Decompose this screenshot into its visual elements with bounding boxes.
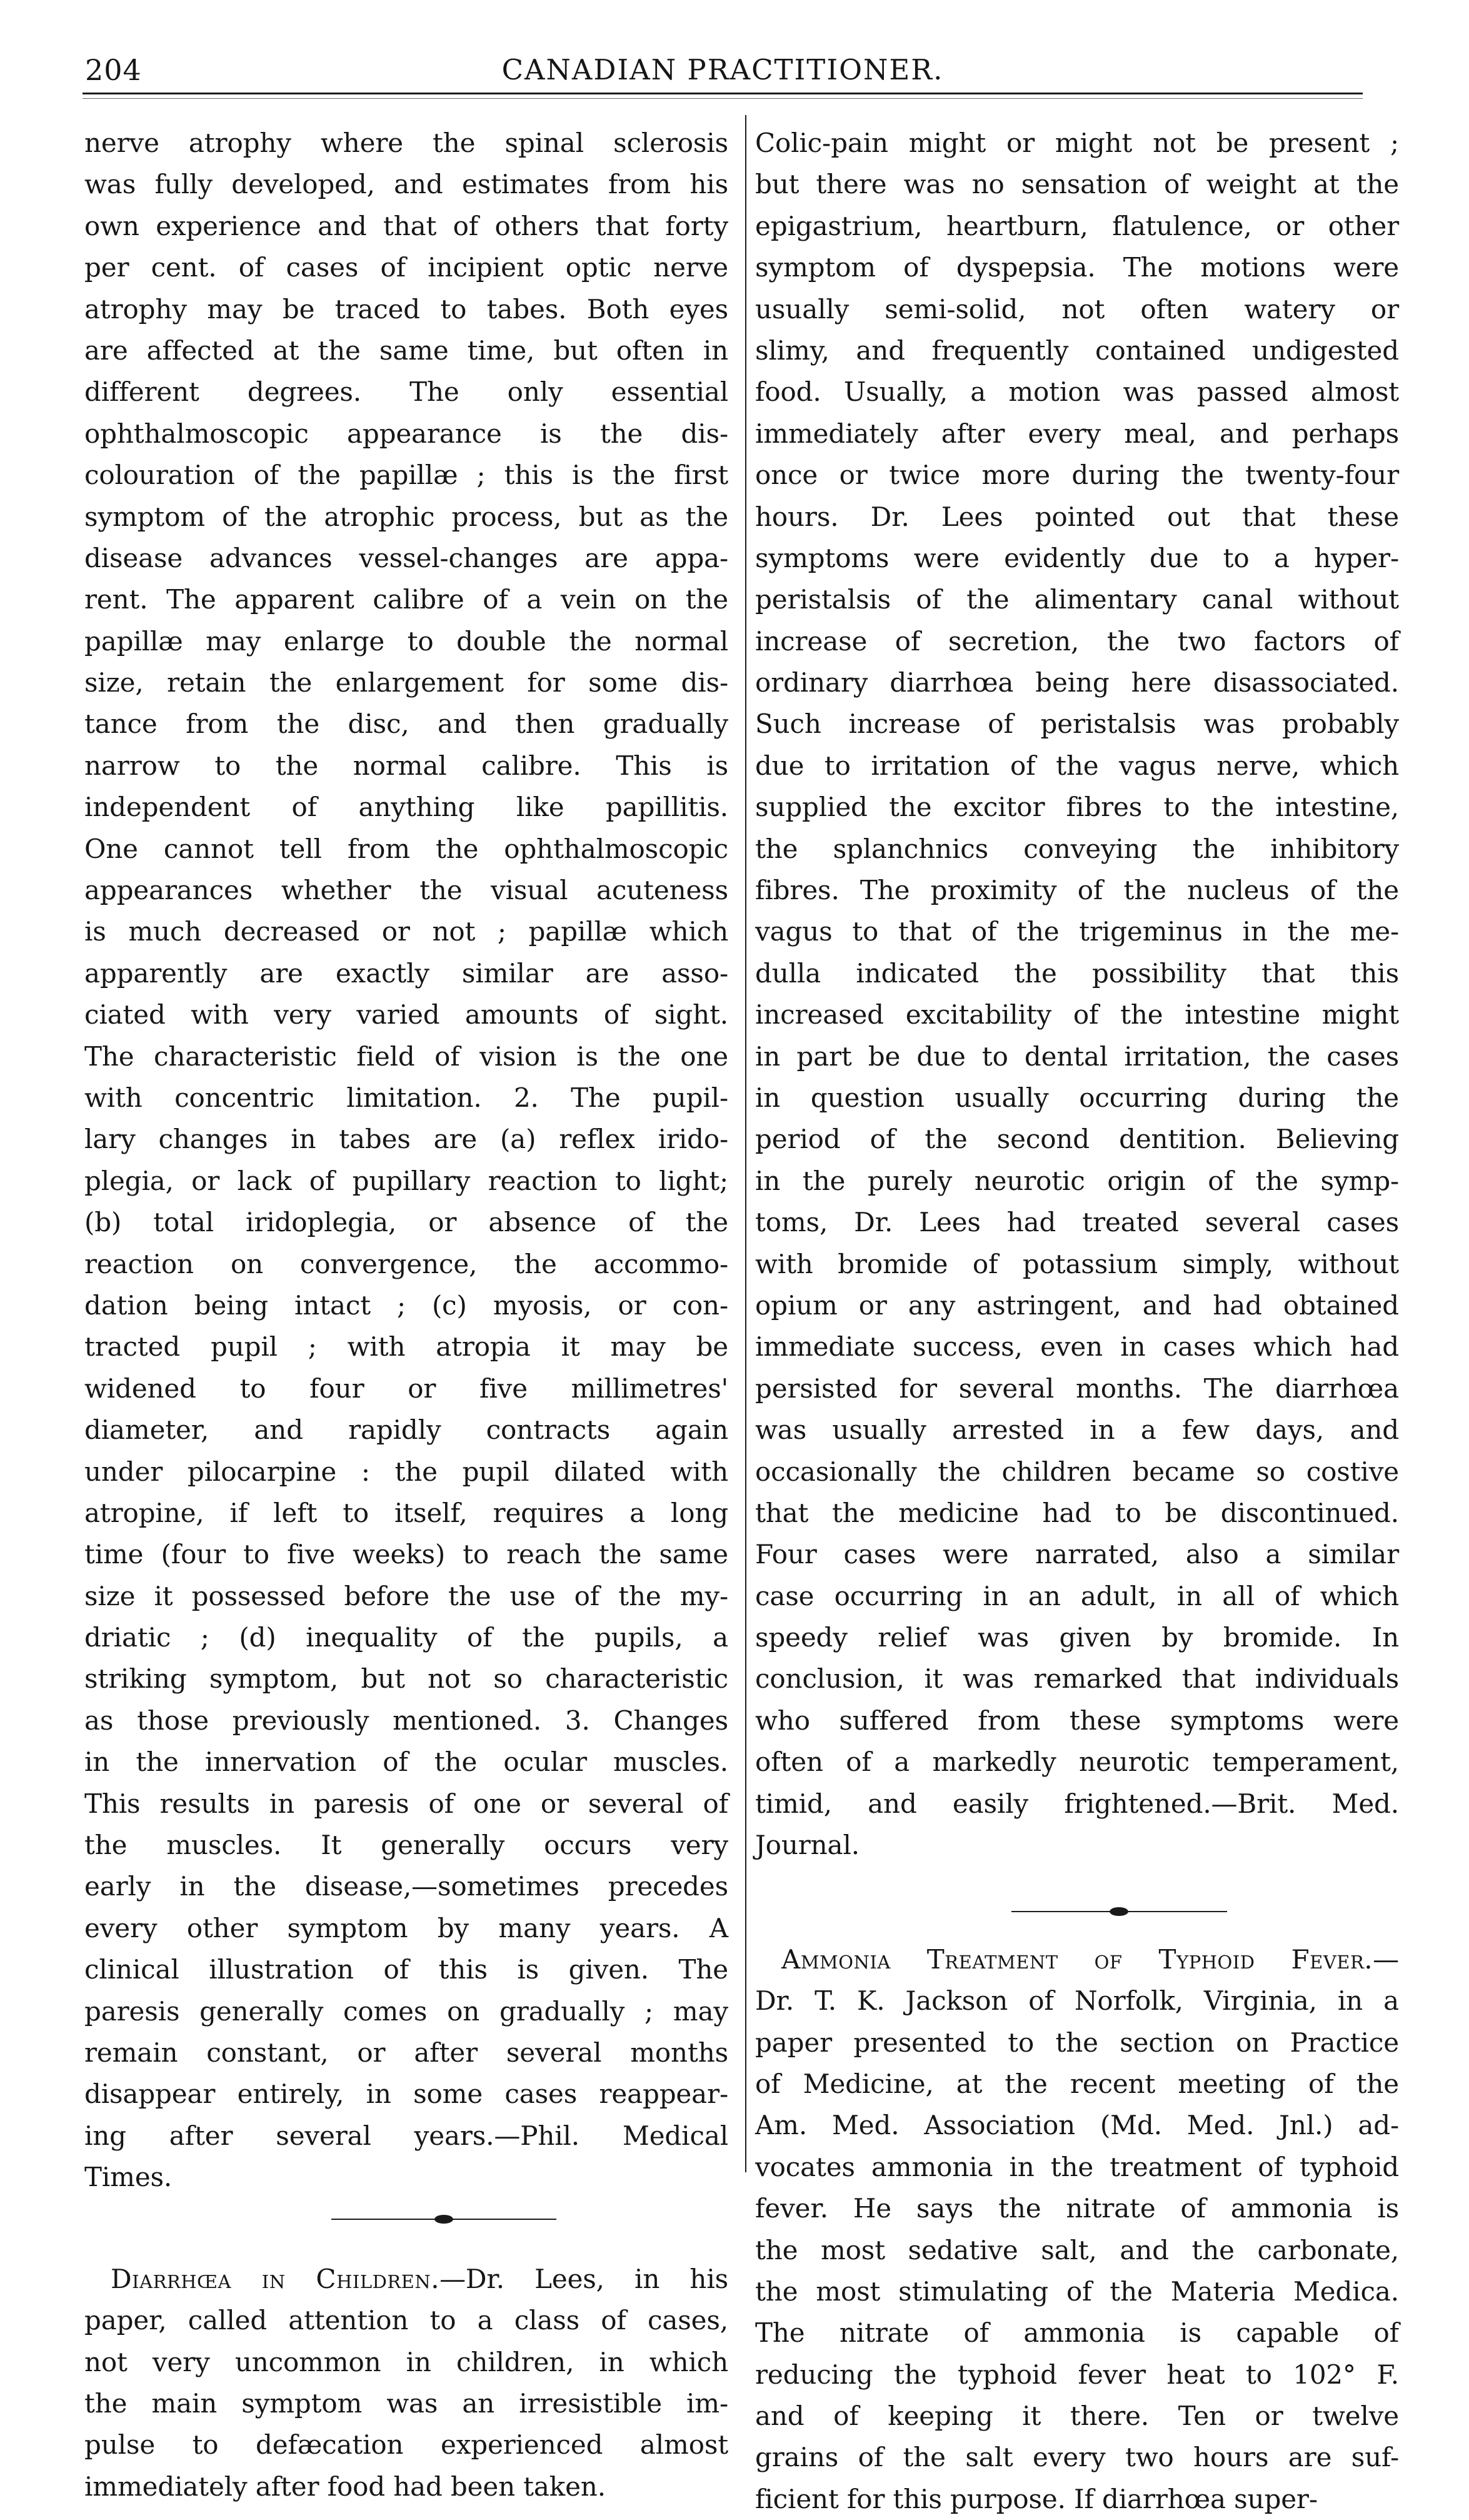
paragraph-line: ordinary diarrhœa being here disassociated. — [755, 667, 1399, 698]
paragraph-line: immediately after food had been taken. — [84, 2471, 606, 2502]
paragraph-line: independent of anything like papillitis. — [84, 792, 728, 823]
paragraph-line: with bromide of potassium simply, without — [755, 1248, 1399, 1279]
paragraph-line: clinical illustration of this is given. The — [84, 1954, 728, 1985]
left-column — [84, 123, 729, 2502]
page-header — [83, 53, 1363, 88]
paragraph-line: vocates ammonia in the treatment of typhoid — [755, 2151, 1399, 2182]
section-divider — [84, 2199, 728, 2240]
paragraph-line: The nitrate of ammonia is capable of — [755, 2317, 1399, 2349]
paragraph-line: epigastrium, heartburn, flatulence, or other — [755, 210, 1399, 241]
paragraph-line: tance from the disc, and then gradually — [84, 708, 728, 740]
paragraph-line: conclusion, it was remarked that individuals — [755, 1663, 1399, 1695]
paragraph-line: food. Usually, a motion was passed almost — [755, 376, 1399, 408]
article-heading-line — [84, 2259, 728, 2300]
paragraph-line: grains of the salt every two hours are suf- — [755, 2442, 1399, 2473]
paragraph-line: that the medicine had to be discontinued. — [755, 1497, 1399, 1528]
paragraph-line: fibres. The proximity of the nucleus of the — [755, 875, 1399, 906]
paragraph-line: size, retain the enlargement for some dis- — [84, 667, 728, 698]
paragraph-line: The characteristic field of vision is the one — [84, 1041, 728, 1072]
paragraph-line: papillæ may enlarge to double the normal — [84, 625, 728, 657]
paragraph-line: (b) total iridoplegia, or absence of the — [84, 1207, 728, 1238]
paragraph-line: disappear entirely, in some cases reappear- — [84, 2079, 728, 2110]
paragraph-line: symptom of the atrophic process, but as the — [84, 501, 728, 532]
right-column — [755, 123, 1399, 2514]
paragraph-line: vagus to that of the trigeminus in the me- — [755, 916, 1399, 947]
paragraph-line: was usually arrested in a few days, and — [755, 1414, 1399, 1446]
paragraph-line: widened to four or five millimetres' — [84, 1373, 728, 1404]
page-number: 204 — [85, 53, 142, 87]
paragraph-line: Four cases were narrated, also a similar — [755, 1539, 1399, 1570]
paragraph-line: increased excitability of the intestine might — [755, 999, 1399, 1031]
paragraph-line: immediately after every meal, and perhaps — [755, 418, 1399, 449]
paragraph-line: diameter, and rapidly contracts again — [84, 1414, 728, 1446]
paragraph-line: is much decreased or not ; papillæ which — [84, 916, 728, 947]
paragraph-line: opium or any astringent, and had obtained — [755, 1289, 1399, 1321]
paragraph-line: colouration of the papillæ ; this is the first — [84, 460, 728, 491]
paragraph-line: plegia, or lack of pupillary reaction to light; — [84, 1165, 728, 1196]
paragraph-line: the main symptom was an irresistible im- — [84, 2388, 728, 2419]
article-diarrhoea-in-children — [84, 2259, 728, 2507]
article-heading-line — [755, 1939, 1399, 1980]
paragraph-line: the splanchnics conveying the inhibitory — [755, 833, 1399, 864]
running-title: CANADIAN PRACTITIONER. — [501, 53, 944, 86]
paragraph-line: ficient for this purpose. If diarrhœa super- — [755, 2483, 1318, 2514]
paragraph-line: rent. The apparent calibre of a vein on the — [84, 584, 728, 615]
paragraph-line: of Medicine, at the recent meeting of the — [755, 2068, 1399, 2099]
paragraph-line: with concentric limitation. 2. The pupil- — [84, 1082, 728, 1113]
paragraph-line: — — [1373, 1943, 1399, 1975]
article-ammonia-typhoid — [755, 1939, 1399, 2520]
column-divider — [745, 115, 746, 2172]
paragraph-line: increase of secretion, the two factors of — [755, 625, 1399, 657]
paragraph-line: dulla indicated the possibility that this — [755, 957, 1399, 989]
section-gap — [755, 1933, 1399, 1939]
paragraph-line: Times. — [84, 2162, 173, 2193]
paragraph-line: as those previously mentioned. 3. Changes — [84, 1705, 728, 1736]
article-heading: Ammonia Treatment of Typhoid Fever. — [781, 1943, 1373, 1975]
section-gap — [755, 1866, 1399, 1891]
paragraph-line: period of the second dentition. Believing — [755, 1124, 1399, 1155]
paragraph-line: reducing the typhoid fever heat to 102° F. — [755, 2359, 1399, 2390]
paragraph-line: atrophy may be traced to tabes. Both eyes — [84, 293, 728, 325]
paragraph-line: due to irritation of the vagus nerve, which — [755, 750, 1399, 781]
paragraph-line: immediate success, even in cases which had — [755, 1331, 1399, 1363]
paragraph-line: symptom of dyspepsia. The motions were — [755, 252, 1399, 283]
paragraph-line: apparently are exactly similar are asso- — [84, 957, 728, 989]
paragraph-line: was fully developed, and estimates from his — [84, 169, 728, 200]
paragraph-line: Dr. T. K. Jackson of Norfolk, Virginia, in a — [755, 1985, 1399, 2017]
section-divider — [755, 1891, 1399, 1932]
paragraph-line: paper, called attention to a class of cases, — [84, 2305, 728, 2336]
header-rule — [83, 93, 1363, 99]
paragraph-line: supplied the excitor fibres to the intestine, — [755, 792, 1399, 823]
paragraph-line: case occurring in an adult, in all of which — [755, 1580, 1399, 1611]
divider-ornament — [434, 2215, 453, 2224]
article-optic-atrophy — [84, 123, 728, 2199]
paragraph-line: under pilocarpine : the pupil dilated with — [84, 1456, 728, 1487]
paragraph-line: tracted pupil ; with atropia it may be — [84, 1331, 728, 1363]
paragraph-line: appearances whether the visual acuteness — [84, 875, 728, 906]
divider-ornament — [1110, 1907, 1128, 1916]
paragraph-line: narrow to the normal calibre. This is — [84, 750, 728, 781]
paragraph-line: early in the disease,—sometimes precedes — [84, 1871, 728, 1902]
paragraph-line: hours. Dr. Lees pointed out that these — [755, 501, 1399, 532]
paragraph-line: reaction on convergence, the accommo- — [84, 1248, 728, 1279]
paragraph-line: remain constant, or after several months — [84, 2037, 728, 2068]
article-heading: Diarrhœa in Children. — [111, 2263, 440, 2294]
paragraph-line: timid, and easily frightened.—Brit. Med. — [755, 1788, 1399, 1819]
paragraph-line: often of a markedly neurotic temperament, — [755, 1746, 1399, 1778]
paragraph-line: Journal. — [755, 1830, 860, 1861]
paragraph-line: speedy relief was given by bromide. In — [755, 1622, 1399, 1653]
paragraph-line: occasionally the children became so costive — [755, 1456, 1399, 1487]
paragraph-line: paper presented to the section on Practice — [755, 2027, 1399, 2058]
paragraph-line: every other symptom by many years. A — [84, 1912, 728, 1943]
paragraph-line: per cent. of cases of incipient optic nerve — [84, 252, 728, 283]
paragraph-line: who suffered from these symptoms were — [755, 1705, 1399, 1736]
paragraph-line: peristalsis of the alimentary canal without — [755, 584, 1399, 615]
paragraph-line: the most sedative salt, and the carbonate, — [755, 2234, 1399, 2265]
paragraph-line: Such increase of peristalsis was probably — [755, 708, 1399, 740]
paragraph-line: ing after several years.—Phil. Medical — [84, 2120, 728, 2151]
paragraph-line: symptoms were evidently due to a hyper- — [755, 542, 1399, 573]
paragraph-line: persisted for several months. The diarrhœa — [755, 1373, 1399, 1404]
paragraph-line: driatic ; (d) inequality of the pupils, a — [84, 1622, 728, 1653]
paragraph-line: size it possessed before the use of the my- — [84, 1580, 728, 1611]
paragraph-line: This results in paresis of one or several of — [84, 1788, 728, 1819]
paragraph-line: once or twice more during the twenty-four — [755, 460, 1399, 491]
paragraph-line: in question usually occurring during the — [755, 1082, 1399, 1113]
paragraph-line: and of keeping it there. Ten or twelve — [755, 2401, 1399, 2432]
paragraph-line: in the purely neurotic origin of the symp- — [755, 1165, 1399, 1196]
paragraph-line: toms, Dr. Lees had treated several cases — [755, 1207, 1399, 1238]
paragraph-line: the muscles. It generally occurs very — [84, 1830, 728, 1861]
paragraph-line: atropine, if left to itself, requires a long — [84, 1497, 728, 1528]
paragraph-line: dation being intact ; (c) myosis, or con- — [84, 1289, 728, 1321]
paragraph-line: but there was no sensation of weight at the — [755, 169, 1399, 200]
paragraph-line: are affected at the same time, but often in — [84, 335, 728, 366]
paragraph-line: striking symptom, but not so characteristic — [84, 1663, 728, 1695]
paragraph-line: ophthalmoscopic appearance is the dis- — [84, 418, 728, 449]
paragraph-line: own experience and that of others that forty — [84, 210, 728, 241]
paragraph-line: in part be due to dental irritation, the cases — [755, 1041, 1399, 1072]
paragraph-line: slimy, and frequently contained undigested — [755, 335, 1399, 366]
paragraph-line: lary changes in tabes are (a) reflex irido- — [84, 1124, 728, 1155]
paragraph-line: paresis generally comes on gradually ; may — [84, 1995, 728, 2027]
paragraph-line: Am. Med. Association (Md. Med. Jnl.) ad- — [755, 2110, 1399, 2141]
paragraph-line: different degrees. The only essential — [84, 376, 728, 408]
paragraph-line: fever. He says the nitrate of ammonia is — [755, 2193, 1399, 2224]
article-diarrhoea-continued — [755, 123, 1399, 1866]
paragraph-line: —Dr. Lees, in his — [439, 2263, 729, 2294]
paragraph-line: Colic-pain might or might not be present ; — [755, 128, 1399, 158]
paragraph-line: ciated with very varied amounts of sight. — [84, 999, 728, 1031]
paragraph-line: usually semi-solid, not often watery or — [755, 293, 1399, 325]
paragraph-line: time (four to five weeks) to reach the same — [84, 1539, 728, 1570]
section-gap — [84, 2240, 728, 2259]
paragraph-line: nerve atrophy where the spinal sclerosis — [84, 128, 728, 158]
paragraph-line: One cannot tell from the ophthalmoscopic — [84, 833, 728, 864]
paragraph-line: in the innervation of the ocular muscles. — [84, 1746, 728, 1778]
paragraph-line: the most stimulating of the Materia Medica. — [755, 2276, 1399, 2307]
paragraph-line: disease advances vessel-changes are appa- — [84, 542, 728, 573]
paragraph-line: pulse to defæcation experienced almost — [84, 2429, 728, 2461]
paragraph-line: not very uncommon in children, in which — [84, 2346, 728, 2377]
